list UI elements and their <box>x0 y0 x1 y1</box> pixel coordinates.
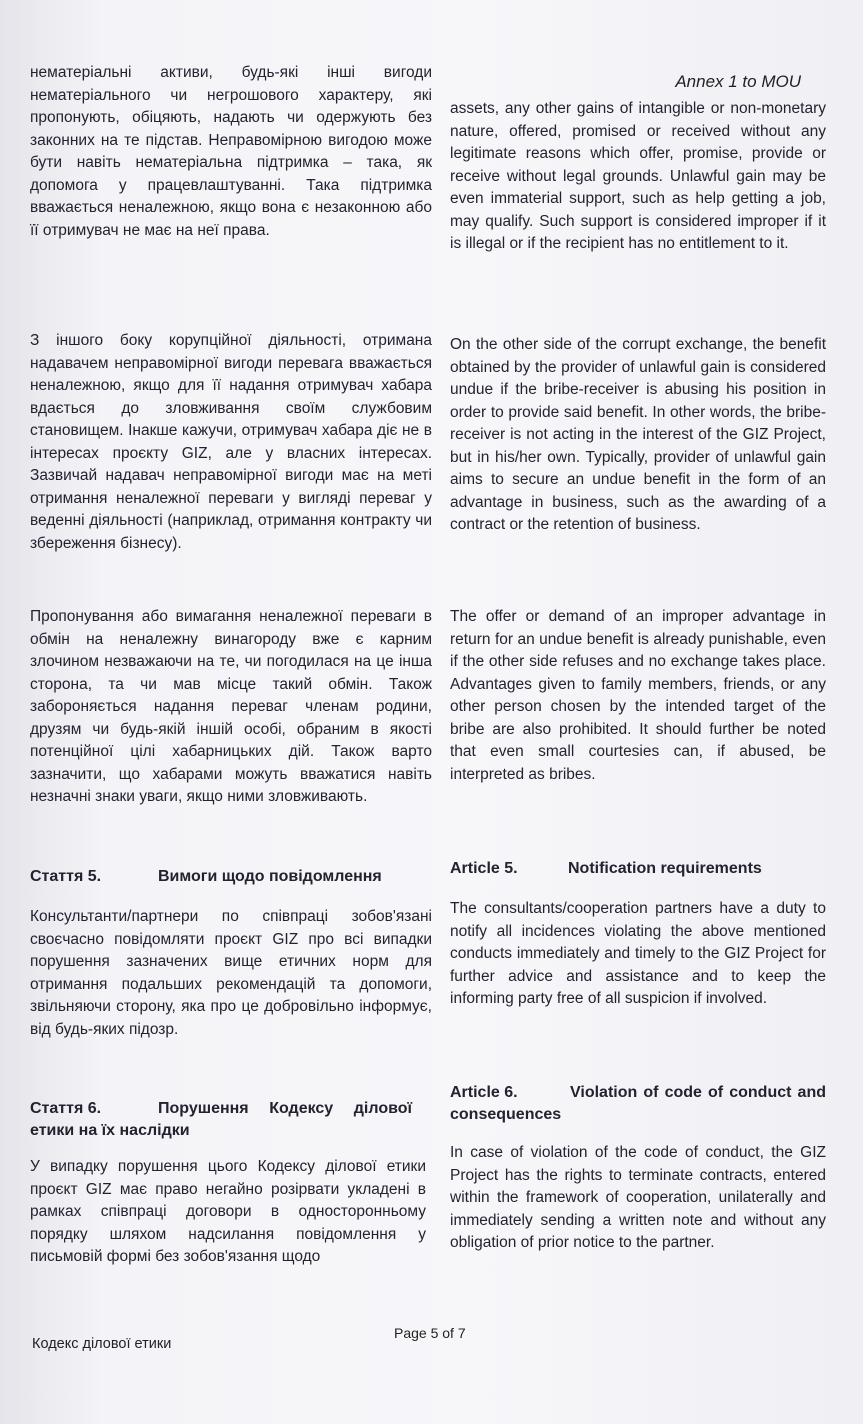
article5-text-uk: Консультанти/партнери по співпраці зобов'язані своєчасно повідомляти проєкт GIZ про всі випадки порушення зазначених вище етичних норм для отримання подальших рекомендацій та допомоги, звільняючи сторону, яка про це добровільно інформує, від будь-яких підозр. <box>30 908 432 1038</box>
article5-number-en: Article 5. <box>450 860 518 877</box>
article6-title-en: Violation of code of conduct and consequences <box>450 1084 826 1123</box>
p3-ukrainian: Пропонування або вимагання неналежної переваги в обмін на неналежну винагороду вже є карним злочином незважаючи на те, чи погодилася на це інша сторона, та чи мав місце такий обмін. Також забороняється надання переваг членам родини, друзям чи будь-якій іншій особі, обраним в якості потенційної цілі хабарницьких дій. Також варто зазначити, що хабарами можуть вважатися навіть незначні знаки уваги, якщо ними зловживають. <box>30 608 432 805</box>
article5-number-uk: Стаття 5. <box>30 868 102 885</box>
article6-number-en: Article 6. <box>450 1084 518 1101</box>
article6-heading-uk <box>30 1098 432 1142</box>
annex-label: Annex 1 to MOU <box>675 72 801 91</box>
article6-heading-en <box>450 1082 826 1126</box>
p2-ukrainian: З іншого боку корупційної діяльності, отримана надавачем неправомірної вигоди перевага вважається неналежною, якщо для її надання отримувач хабара вдається до зловживання своїм службовим становищем. Інакше кажучи, отримувач хабара діє не в інтересах проєкту GIZ, але у власних інтересах. Зазвичай надавач неправомірної вигоди має на меті отримання неналежної переваги у вигляді переваг у веденні діяльності (наприклад, отримання контракту чи збереження бізнесу). <box>30 332 432 552</box>
p3-english: The offer or demand of an improper advantage in return for an undue benefit is already punishable, even if the other side refuses and no exchange takes place. Advantages given to family members, friends, or any other person chosen by the intended target of the bribe are also prohibited. It should further be noted that even small courtesies can, if abused, be interpreted as bribes. <box>450 608 826 783</box>
article5-title-en: Notification requirements <box>568 860 762 877</box>
article5-heading-uk <box>30 866 432 888</box>
article5-title-uk: Вимоги щодо повідомлення <box>158 868 382 885</box>
p1-english: assets, any other gains of intangible or non-monetary nature, offered, promised or received without any legitimate reasons which offer, promise, provide or receive without legal grounds. Unlawful gain may be even immaterial support, such as help getting a job, may qualify. Such support is considered improper if it is illegal or if the recipient has no entitlement to it. <box>450 100 826 252</box>
article5-heading-en <box>450 858 826 880</box>
article6-text-uk: У випадку порушення цього Кодексу ділової етики проєкт GIZ має право негайно розірвати укладені в рамках співпраці договори в односторонньому порядку шляхом надсилання повідомлення у письмовій формі без зобов'язання щодо <box>30 1158 426 1265</box>
p1-ukrainian: нематеріальні активи, будь-які інші вигоди нематеріального чи негрошового характеру, які пропонують, обіцяють, надають чи одержують без законних на те підстав. Неправомірною вигодою може бути навіть нематеріальна підтримка – така, як допомога у працевлаштуванні. Така підтримка вважається неналежною, якщо вона є незаконною або її отримувач не має на неї права. <box>30 64 432 239</box>
article6-title-uk: Порушення Кодексу ділової етики на їх наслідки <box>30 1100 412 1139</box>
article5-text-en: The consultants/cooperation partners have a duty to notify all incidences violating the above mentioned conducts immediately and timely to the GIZ Project for further advice and assistance and to keep the informing party free of all suspicion if involved. <box>450 900 826 1007</box>
article6-number-uk: Стаття 6. <box>30 1100 102 1117</box>
footer-document-title: Кодекс ділової етики <box>32 1336 172 1352</box>
page-number: Page 5 of 7 <box>394 1325 466 1341</box>
p2-english: On the other side of the corrupt exchange, the benefit obtained by the provider of unlawful gain is considered undue if the bribe-receiver is abusing his position in order to provide said benefit. In other words, the bribe-receiver is not acting in the interest of the GIZ Project, but in his/her own. Typically, provider of unlawful gain aims to secure an undue benefit in the form of an advantage in business, such as the awarding of a contract or the retention of business. <box>450 336 826 533</box>
article6-text-en: In case of violation of the code of conduct, the GIZ Project has the rights to terminate contracts, entered within the framework of cooperation, unilaterally and immediately sending a written note and without any obligation of prior notice to the partner. <box>450 1144 826 1251</box>
